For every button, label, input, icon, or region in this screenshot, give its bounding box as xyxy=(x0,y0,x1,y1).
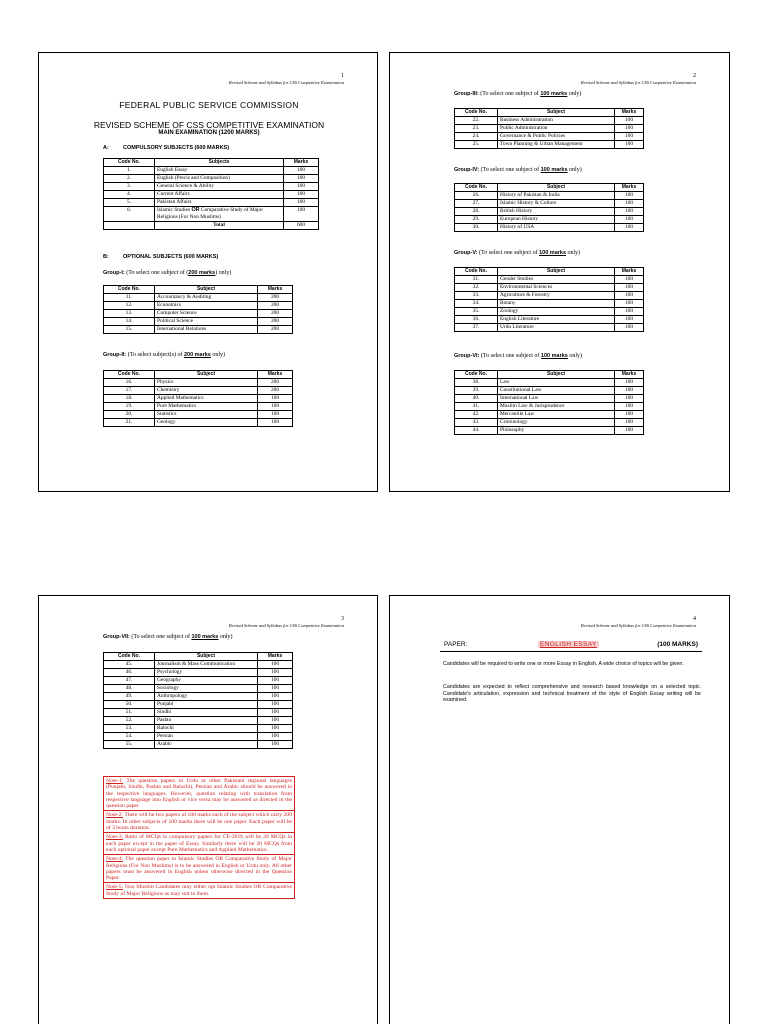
code-cell: 18. xyxy=(104,395,155,403)
subject-cell: Mercantile Law xyxy=(498,411,615,419)
subject-cell: Geography xyxy=(155,677,258,685)
group-2-heading: Group-II: (To select subject(s) of 200 marks only) xyxy=(103,352,226,358)
marks-cell: 100 xyxy=(258,419,293,427)
subject-cell: English Essay xyxy=(155,167,284,175)
marks-cell: 100 xyxy=(615,427,644,435)
code-cell: 33. xyxy=(455,292,498,300)
code-cell: 4. xyxy=(104,191,155,199)
code-cell: 46. xyxy=(104,669,155,677)
code-cell: 15. xyxy=(104,326,155,334)
marks-cell: 100 xyxy=(615,141,644,149)
subject-cell: Agriculture & Forestry xyxy=(498,292,615,300)
marks-cell: 100 xyxy=(615,379,644,387)
marks-cell: 100 xyxy=(615,224,644,232)
code-cell: 26. xyxy=(455,192,498,200)
group-4-heading: Group-IV: (To select one subject of 100 marks only) xyxy=(454,167,582,173)
code-cell: 14. xyxy=(104,318,155,326)
marks-cell: 200 xyxy=(258,302,293,310)
table-row xyxy=(455,427,644,435)
code-cell: 6. xyxy=(104,207,155,222)
marks-cell: 100 xyxy=(284,175,319,183)
subject-cell: Political Science xyxy=(155,318,258,326)
marks-cell: 100 xyxy=(284,207,319,222)
marks-cell: 200 xyxy=(258,294,293,302)
table-row xyxy=(104,175,319,183)
table-row xyxy=(104,419,293,427)
code-cell: 38. xyxy=(455,379,498,387)
subject-cell: Law xyxy=(498,379,615,387)
table-row xyxy=(104,403,293,411)
table-row xyxy=(104,741,293,749)
table-row xyxy=(455,141,644,149)
note-1: Note-1: The question papers in Urdu or other Pakistani regional languages (Punjabi, Sindhi, Pashto and Balochi), Persian and Arabic should be answered in the respective languages. However, question relating with translation from respective language into English or vice versa may be answered as directed in the question paper. xyxy=(104,777,294,811)
table-row xyxy=(104,199,319,207)
code-cell: 25. xyxy=(455,141,498,149)
subject-cell: General Science & Ability xyxy=(155,183,284,191)
marks-cell: 100 xyxy=(615,316,644,324)
subject-cell: Journalism & Mass Communication xyxy=(155,661,258,669)
table-row xyxy=(455,216,644,224)
table-header-row: Code No. Subject Marks xyxy=(455,268,644,276)
group-5-table xyxy=(454,267,644,332)
table-row xyxy=(455,300,644,308)
marks-cell: 100 xyxy=(615,292,644,300)
document-page-3 xyxy=(38,595,378,1024)
table-row xyxy=(455,200,644,208)
table-row xyxy=(104,685,293,693)
subject-cell: Geology xyxy=(155,419,258,427)
group-4-table xyxy=(454,183,644,232)
group-1-heading: Group-I: (To select one subject of (200 marks) only) xyxy=(103,270,232,276)
paper-title: ENGLISH ESSAY xyxy=(540,641,597,648)
document-page-1 xyxy=(38,52,378,492)
marks-cell: 100 xyxy=(615,117,644,125)
table-header-row: Code No. Subject Marks xyxy=(104,286,293,294)
running-header: Revised Scheme and Syllabus for CSS Competitive Examination xyxy=(580,80,696,85)
marks-cell: 100 xyxy=(615,300,644,308)
code-cell: 36. xyxy=(455,316,498,324)
subject-cell: Accountancy & Auditing xyxy=(155,294,258,302)
table-row xyxy=(104,717,293,725)
code-cell: 45. xyxy=(104,661,155,669)
marks-cell: 100 xyxy=(258,669,293,677)
table-row xyxy=(104,693,293,701)
table-row xyxy=(455,276,644,284)
section-b-heading: OPTIONAL SUBJECTS (600 MARKS) xyxy=(123,254,219,260)
marks-cell: 100 xyxy=(284,191,319,199)
subject-cell: Pure Mathematics xyxy=(155,403,258,411)
section-b-letter: B: xyxy=(103,254,109,260)
table-row xyxy=(104,733,293,741)
table-row xyxy=(104,207,319,222)
table-header-row: Code No. Subject Marks xyxy=(104,371,293,379)
code-cell: 42. xyxy=(455,411,498,419)
subject-cell: Sindhi xyxy=(155,709,258,717)
subject-cell: Persian xyxy=(155,733,258,741)
code-cell: 43. xyxy=(455,419,498,427)
heading-rule xyxy=(440,651,702,652)
code-cell: 21. xyxy=(104,419,155,427)
subject-cell: British History xyxy=(498,208,615,216)
scheme-title: REVISED SCHEME OF CSS COMPETITIVE EXAMINATION xyxy=(93,120,325,130)
col-subjects: Subjects xyxy=(155,159,284,167)
subject-cell: Psychology xyxy=(155,669,258,677)
marks-cell: 200 xyxy=(258,326,293,334)
document-page-4 xyxy=(389,595,730,1024)
table-row xyxy=(104,701,293,709)
subject-cell: Punjabi xyxy=(155,701,258,709)
page-number: 1 xyxy=(341,73,344,79)
table-row xyxy=(455,292,644,300)
marks-cell: 100 xyxy=(615,387,644,395)
subject-cell: History of Pakistan & India xyxy=(498,192,615,200)
group-5-heading: Group-V: (To select one subject of 100 marks only) xyxy=(454,250,581,256)
exam-title: MAIN EXAMINATION (1200 MARKS) xyxy=(158,130,260,136)
table-row xyxy=(455,387,644,395)
code-cell: 48. xyxy=(104,685,155,693)
marks-cell: 100 xyxy=(258,701,293,709)
code-cell: 51. xyxy=(104,709,155,717)
subject-cell: Business Administration xyxy=(498,117,615,125)
code-cell: 24. xyxy=(455,133,498,141)
code-cell: 34. xyxy=(455,300,498,308)
group-2-table xyxy=(103,370,293,427)
code-cell: 20. xyxy=(104,411,155,419)
subject-cell: Chemistry xyxy=(155,387,258,395)
group-6-heading: Group-VI: (To select one subject of 100 marks only) xyxy=(454,353,583,359)
marks-cell: 100 xyxy=(615,200,644,208)
table-row xyxy=(455,411,644,419)
paper-marks: (100 MARKS) xyxy=(657,641,698,648)
table-row xyxy=(104,326,293,334)
subject-cell: Current Affairs xyxy=(155,191,284,199)
running-header: Revised Scheme and Syllabus for CSS Competitive Examination xyxy=(580,623,696,628)
marks-cell: 100 xyxy=(615,308,644,316)
table-row xyxy=(455,316,644,324)
section-a-heading: COMPULSORY SUBJECTS (600 MARKS) xyxy=(123,145,230,151)
page-number: 2 xyxy=(693,73,696,79)
code-cell: 11. xyxy=(104,294,155,302)
code-cell: 40. xyxy=(455,395,498,403)
table-row xyxy=(104,669,293,677)
code-cell: 47. xyxy=(104,677,155,685)
paper-label: PAPER: xyxy=(444,641,468,648)
marks-cell: 100 xyxy=(615,419,644,427)
essay-paragraph-2: Candidates are expected to reflect comprehensive and research based knowledge on a selected topic. Candidate's articulation, expression and technical treatment of the style of English Essay writing will be examined. xyxy=(443,684,701,704)
col-marks: Marks xyxy=(284,159,319,167)
group-7-table xyxy=(103,652,293,749)
marks-cell: 100 xyxy=(615,192,644,200)
table-row xyxy=(104,411,293,419)
table-row xyxy=(104,294,293,302)
table-row xyxy=(455,125,644,133)
code-cell: 31. xyxy=(455,276,498,284)
code-cell: 29. xyxy=(455,216,498,224)
compulsory-subjects-table xyxy=(103,158,319,230)
code-cell: 41. xyxy=(455,403,498,411)
note-2: Note-2: There will be two papers of 100 marks each of the subject which carry 200 marks. In other subjects of 100 marks there will be one paper. Each paper will be of 3 hours duration. xyxy=(104,811,294,833)
group-6-table xyxy=(454,370,644,435)
group-7-heading: Group-VII: (To select one subject of 100 marks only) xyxy=(103,634,233,640)
or-text: OR xyxy=(191,207,200,213)
table-header-row: Code No. Subject Marks xyxy=(455,371,644,379)
code-cell: 39. xyxy=(455,387,498,395)
essay-paragraph-1: Candidates will be required to write one or more Essay in English. A wide choice of topics will be given. xyxy=(443,661,684,667)
code-cell: 2. xyxy=(104,175,155,183)
code-cell: 5. xyxy=(104,199,155,207)
code-cell: 28. xyxy=(455,208,498,216)
running-header: Revised Scheme and Syllabus for CSS Competitive Examination xyxy=(228,80,344,85)
table-row xyxy=(455,379,644,387)
marks-cell: 100 xyxy=(258,661,293,669)
marks-cell: 100 xyxy=(615,216,644,224)
marks-cell: 100 xyxy=(258,733,293,741)
marks-cell: 100 xyxy=(258,685,293,693)
code-cell: 50. xyxy=(104,701,155,709)
code-cell: 30. xyxy=(455,224,498,232)
group-3-heading: Group-III: (To select one subject of 100 marks only) xyxy=(454,91,582,97)
commission-title: FEDERAL PUBLIC SERVICE COMMISSION xyxy=(119,100,299,110)
subject-cell: Applied Mathematics xyxy=(155,395,258,403)
table-row xyxy=(104,709,293,717)
subject-cell: Criminology xyxy=(498,419,615,427)
marks-cell: 100 xyxy=(615,395,644,403)
total-marks: 600 xyxy=(284,221,319,229)
marks-cell: 100 xyxy=(615,284,644,292)
table-row xyxy=(104,191,319,199)
code-cell: 54. xyxy=(104,733,155,741)
code-cell: 49. xyxy=(104,693,155,701)
code-cell: 35. xyxy=(455,308,498,316)
code-cell: 16. xyxy=(104,379,155,387)
marks-cell: 100 xyxy=(258,677,293,685)
marks-cell: 100 xyxy=(284,183,319,191)
code-cell: 17. xyxy=(104,387,155,395)
marks-cell: 200 xyxy=(258,387,293,395)
table-row xyxy=(104,183,319,191)
table-header-row: Code No. Subject Marks xyxy=(455,109,644,117)
table-row xyxy=(104,677,293,685)
marks-cell: 100 xyxy=(615,208,644,216)
marks-cell: 100 xyxy=(284,199,319,207)
subject-cell: Governance & Public Policies xyxy=(498,133,615,141)
table-row xyxy=(104,387,293,395)
table-row xyxy=(455,419,644,427)
table-row xyxy=(104,395,293,403)
subject-cell: Arabic xyxy=(155,741,258,749)
code-cell: 37. xyxy=(455,324,498,332)
code-cell: 52. xyxy=(104,717,155,725)
paper-heading xyxy=(444,641,698,648)
marks-cell: 100 xyxy=(258,395,293,403)
running-header: Revised Scheme and Syllabus for CSS Competitive Examination xyxy=(228,623,344,628)
subject-cell: Environmental Sciences xyxy=(498,284,615,292)
subject-cell: Islamic History & Culture xyxy=(498,200,615,208)
subject-cell: Philosophy xyxy=(498,427,615,435)
marks-cell: 100 xyxy=(284,167,319,175)
table-row xyxy=(455,192,644,200)
table-row xyxy=(455,208,644,216)
marks-cell: 100 xyxy=(615,411,644,419)
marks-cell: 100 xyxy=(258,717,293,725)
note-3: Note-3: Ratio of MCQs in compulsory papers for CE-2016 will be 20 MCQs in each paper except in the paper of Essay. Similarly there will be 20 MCQs from each optional paper except Pure Mathematics and Applied Mathematics. xyxy=(104,833,294,855)
group-1-table xyxy=(103,285,293,334)
marks-cell: 100 xyxy=(258,693,293,701)
marks-cell: 100 xyxy=(258,709,293,717)
code-cell: 13. xyxy=(104,310,155,318)
subject-cell: International Relations xyxy=(155,326,258,334)
code-cell: 1. xyxy=(104,167,155,175)
code-cell: 32. xyxy=(455,284,498,292)
note-4: Note-4: The question paper in Islamic Studies OR Comparative Study of Major Religions (For Non Muslims) is to be answered in English or Urdu only. All other papers must be answered in English unless otherwise directed in the Question Paper. xyxy=(104,855,294,883)
total-row xyxy=(104,221,319,229)
subject-cell: Islamic Studies OR Comparative Study of Major Religions (For Non Muslims) xyxy=(155,207,284,222)
subject-cell: Botany xyxy=(498,300,615,308)
marks-cell: 100 xyxy=(258,411,293,419)
marks-cell: 100 xyxy=(258,741,293,749)
section-a-letter: A: xyxy=(103,145,109,151)
code-cell: 53. xyxy=(104,725,155,733)
table-row xyxy=(455,284,644,292)
code-cell: 23. xyxy=(455,125,498,133)
code-cell: 3. xyxy=(104,183,155,191)
marks-cell: 100 xyxy=(615,133,644,141)
subject-cell: Balochi xyxy=(155,725,258,733)
page-number: 3 xyxy=(341,616,344,622)
subject-cell: Economics xyxy=(155,302,258,310)
table-header-row: Code No. Subject Marks xyxy=(455,184,644,192)
marks-cell: 100 xyxy=(615,403,644,411)
table-row xyxy=(455,117,644,125)
subject-cell: Town Planning & Urban Management xyxy=(498,141,615,149)
col-code: Code No. xyxy=(104,159,155,167)
table-header-row xyxy=(104,159,319,167)
marks-cell: 100 xyxy=(615,276,644,284)
code-cell: 19. xyxy=(104,403,155,411)
subject-cell: Physics xyxy=(155,379,258,387)
code-cell: 44. xyxy=(455,427,498,435)
marks-cell: 100 xyxy=(615,324,644,332)
table-row xyxy=(104,318,293,326)
table-header-row: Code No. Subject Marks xyxy=(104,653,293,661)
table-row xyxy=(455,308,644,316)
marks-cell: 200 xyxy=(258,318,293,326)
marks-cell: 100 xyxy=(615,125,644,133)
table-row xyxy=(104,725,293,733)
marks-cell: 200 xyxy=(258,310,293,318)
marks-cell: 100 xyxy=(258,725,293,733)
page-number: 4 xyxy=(693,616,696,622)
subject-cell: European History xyxy=(498,216,615,224)
table-row xyxy=(104,661,293,669)
table-row xyxy=(104,379,293,387)
subject-cell: Statistics xyxy=(155,411,258,419)
table-row xyxy=(455,403,644,411)
subject-cell: Urdu Literature xyxy=(498,324,615,332)
document-page-2 xyxy=(389,52,730,492)
code-cell: 55. xyxy=(104,741,155,749)
subject-cell: Pashto xyxy=(155,717,258,725)
marks-cell: 100 xyxy=(258,403,293,411)
subject-cell: Constitutional Law xyxy=(498,387,615,395)
code-cell: 22. xyxy=(455,117,498,125)
table-row xyxy=(104,167,319,175)
subject-cell: Sociology xyxy=(155,685,258,693)
code-cell: 27. xyxy=(455,200,498,208)
group-3-table xyxy=(454,108,644,149)
table-row xyxy=(104,302,293,310)
table-row xyxy=(455,395,644,403)
note-5: Note-5: Non Muslim Candidates may either opt Islamic Studies OR Comparative Study of Major Religions as may suit to them. xyxy=(106,884,292,897)
table-row xyxy=(455,224,644,232)
subject-cell: Zoology xyxy=(498,308,615,316)
subject-cell: Gender Studies xyxy=(498,276,615,284)
marks-cell: 200 xyxy=(258,379,293,387)
table-row xyxy=(455,324,644,332)
total-label: Total xyxy=(155,221,284,229)
subject-cell: Computer Science xyxy=(155,310,258,318)
subject-cell: Anthropology xyxy=(155,693,258,701)
subject-cell: History of USA xyxy=(498,224,615,232)
notes-box xyxy=(103,776,295,899)
table-row xyxy=(104,310,293,318)
subject-cell: Pakistan Affairs xyxy=(155,199,284,207)
subject-cell: Muslim Law & Jurisprudence xyxy=(498,403,615,411)
subject-cell: Public Administration xyxy=(498,125,615,133)
code-cell: 12. xyxy=(104,302,155,310)
table-row xyxy=(455,133,644,141)
subject-cell: English (Precis and Composition) xyxy=(155,175,284,183)
subject-cell: International Law xyxy=(498,395,615,403)
subject-cell: English Literature xyxy=(498,316,615,324)
